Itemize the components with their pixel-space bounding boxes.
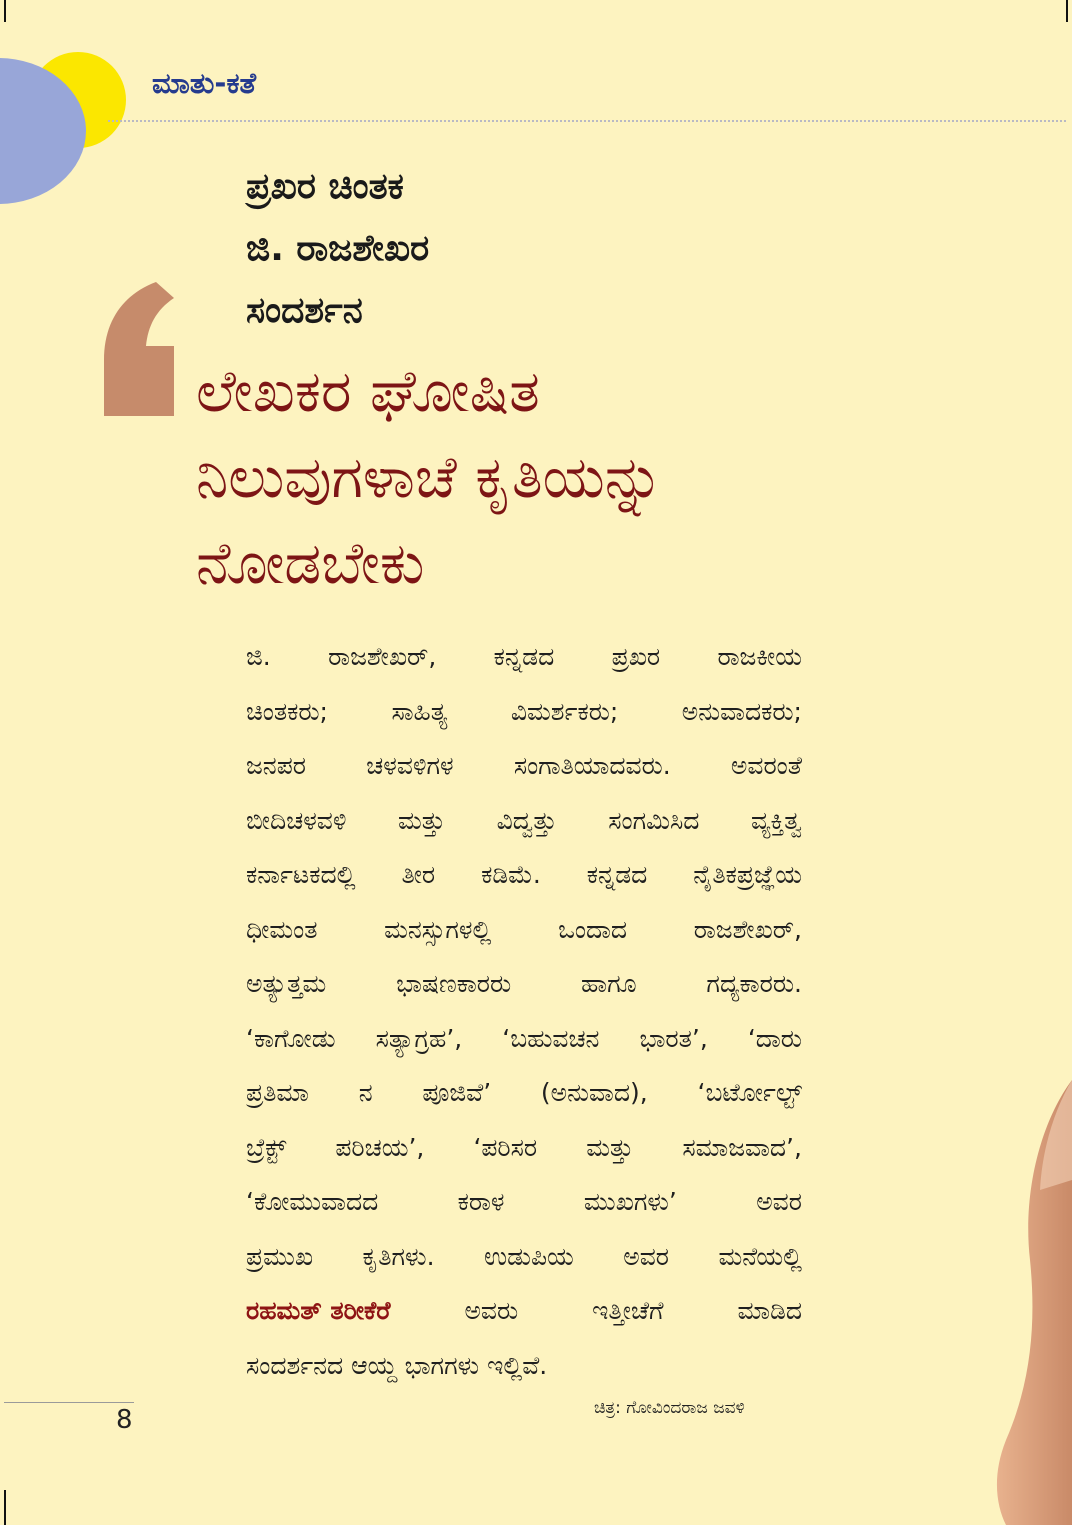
body-line	[246, 1230, 802, 1285]
body-word: ಜನಪರ	[246, 751, 306, 780]
body-word: ಚಿಂತಕರು;	[246, 696, 328, 726]
body-word: ಮುಖಗಳು’	[583, 1187, 677, 1216]
body-word: ರಾಜಕೀಯ	[717, 642, 802, 671]
body-word: ‘ಪರಿಸರ	[473, 1132, 538, 1162]
body-word: ಸಮಾಜವಾದ’,	[682, 1132, 802, 1162]
opening-quote-icon	[104, 282, 182, 416]
crop-mark-top-left	[4, 0, 6, 22]
body-word: ಅವರಂತೆ	[730, 751, 802, 780]
interviewer-name: ರಹಮತ್ ತರೀಕೆರೆ	[246, 1296, 391, 1325]
headline-line: ನಿಲುವುಗಳಾಚೆ ಕೃತಿಯನ್ನು	[196, 443, 664, 511]
body-word: ವಿದ್ವತ್ತು	[496, 805, 557, 835]
body-word: ಅತ್ಯುತ್ತಮ	[246, 969, 327, 998]
body-word: ಪರಿಚಯ’,	[335, 1132, 425, 1162]
footer-rule	[4, 1402, 134, 1403]
body-word: ಬ್ರೆಕ್ಟ್	[246, 1132, 287, 1162]
body-line	[246, 1121, 802, 1176]
body-word: ಕರ್ನಾಟಕದಲ್ಲಿ	[246, 860, 356, 889]
crop-mark-bottom-left	[4, 1490, 6, 1525]
body-line	[246, 848, 802, 903]
body-word: ರಾಜಶೇಖರ್,	[693, 914, 802, 944]
body-word: ಮನೆಯಲ್ಲಿ	[718, 1241, 802, 1271]
body-word: ಭಾರತ’,	[639, 1023, 708, 1053]
body-word: ಕಡಿಮೆ.	[481, 860, 541, 889]
body-word: ಅನುವಾದಕರು;	[681, 696, 802, 726]
body-word: ರಾಜಶೇಖರ್,	[328, 642, 437, 671]
photo-fragment	[962, 1080, 1072, 1525]
body-word: ‘ಕಾಗೋಡು	[246, 1023, 336, 1053]
body-word: ಧೀಮಂತ	[246, 914, 318, 944]
crop-mark-top-right	[1066, 0, 1068, 22]
body-word: ಚಳವಳಿಗಳ	[366, 751, 454, 780]
body-word: ನ	[358, 1078, 373, 1107]
body-word: ಮತ್ತು	[586, 1132, 634, 1162]
body-word: ಉಡುಪಿಯ	[483, 1241, 574, 1271]
body-line	[246, 1012, 802, 1067]
body-word: ಸಂಗಮಿಸಿದ	[608, 805, 700, 835]
headline-line: ನೋಡಬೇಕು	[196, 529, 425, 597]
body-word: ಅವರು	[464, 1296, 519, 1325]
body-word: ಪ್ರತಿಮಾ	[246, 1078, 309, 1107]
body-line	[246, 685, 802, 740]
body-line	[246, 903, 802, 958]
body-word: ಅವರ	[756, 1187, 802, 1216]
closing-line	[246, 1339, 802, 1394]
kicker-line: ಸಂದರ್ಶನ	[246, 290, 363, 331]
body-word: ಇತ್ತೀಚೆಗೆ	[592, 1296, 664, 1325]
body-word: ಪ್ರಮುಖ	[246, 1241, 314, 1271]
body-word: ಹಾಗೂ	[580, 969, 637, 998]
body-line	[246, 1175, 802, 1230]
interviewer-line	[246, 1284, 802, 1339]
photo-credit: ಚಿತ್ರ: ಗೋವಿಂದರಾಜ ಜವಳಿ	[594, 1398, 745, 1418]
headline-line: ಲೇಖಕರ ಘೋಷಿತ	[196, 357, 540, 425]
body-word: ಒಂದಾದ	[558, 914, 628, 944]
intro-paragraph	[246, 630, 802, 1393]
body-word: ‘ಕೋಮುವಾದದ	[246, 1187, 379, 1216]
dotted-divider	[108, 120, 1066, 122]
body-line	[246, 630, 802, 685]
body-word: ತೀರ	[401, 860, 436, 889]
body-word: ಸತ್ಯಾಗ್ರಹ’,	[375, 1023, 463, 1053]
body-word: ಸಂಗಾತಿಯಾದವರು.	[513, 751, 671, 780]
body-line	[246, 957, 802, 1012]
body-word: ಅವರ	[623, 1241, 669, 1271]
body-word: (ಅನುವಾದ),	[540, 1078, 648, 1107]
body-word: ಭಾಷಣಕಾರರು	[396, 969, 512, 998]
page-number: 8	[116, 1405, 133, 1435]
kicker-line: ಜಿ. ರಾಜಶೇಖರ	[246, 228, 430, 269]
body-word: ಮಾಡಿದ	[737, 1296, 802, 1325]
body-word: ಕರಾಳ	[457, 1187, 505, 1216]
body-word: ಕೃತಿಗಳು.	[362, 1241, 435, 1271]
body-word: ಜಿ.	[246, 642, 271, 671]
body-word: ಬೀದಿಚಳವಳಿ	[246, 805, 347, 835]
body-word: ಮತ್ತು	[398, 805, 446, 835]
body-word: ಸಾಹಿತ್ಯ	[391, 696, 448, 726]
body-word: ‘ದಾರು	[747, 1023, 802, 1053]
body-line	[246, 739, 802, 794]
body-word: ವಿಮರ್ಶಕರು;	[510, 696, 619, 726]
kicker-line: ಪ್ರಖರ ಚಿಂತಕ	[246, 166, 404, 207]
body-word: ‘ಬಹುವಚನ	[502, 1023, 600, 1053]
section-tag: ಮಾತು-ಕತೆ	[152, 66, 257, 100]
body-word: ಗದ್ಯಕಾರರು.	[706, 969, 802, 998]
body-word: ಕನ್ನಡದ	[493, 642, 555, 671]
body-word: ನೈತಿಕಪ್ರಜ್ಞೆಯ	[693, 860, 802, 889]
body-word: ‘ಬರ್ಟೋಲ್ಟ್	[697, 1078, 802, 1107]
body-word: ಪೂಜಿವೆ’	[422, 1078, 492, 1107]
body-word: ಕನ್ನಡದ	[586, 860, 648, 889]
headline	[196, 348, 663, 606]
body-word: ಪ್ರಖರ	[611, 642, 661, 671]
kicker	[246, 156, 429, 342]
body-word: ವ್ಯಕ್ತಿತ್ವ	[750, 805, 802, 835]
body-line	[246, 794, 802, 849]
intro-lines	[246, 630, 802, 1284]
closing-text: ಸಂದರ್ಶನದ ಆಯ್ದ ಭಾಗಗಳು ಇಲ್ಲಿವೆ.	[246, 1350, 548, 1380]
body-word: ಮನಸ್ಸುಗಳಲ್ಲಿ	[384, 914, 492, 944]
body-line	[246, 1066, 802, 1121]
